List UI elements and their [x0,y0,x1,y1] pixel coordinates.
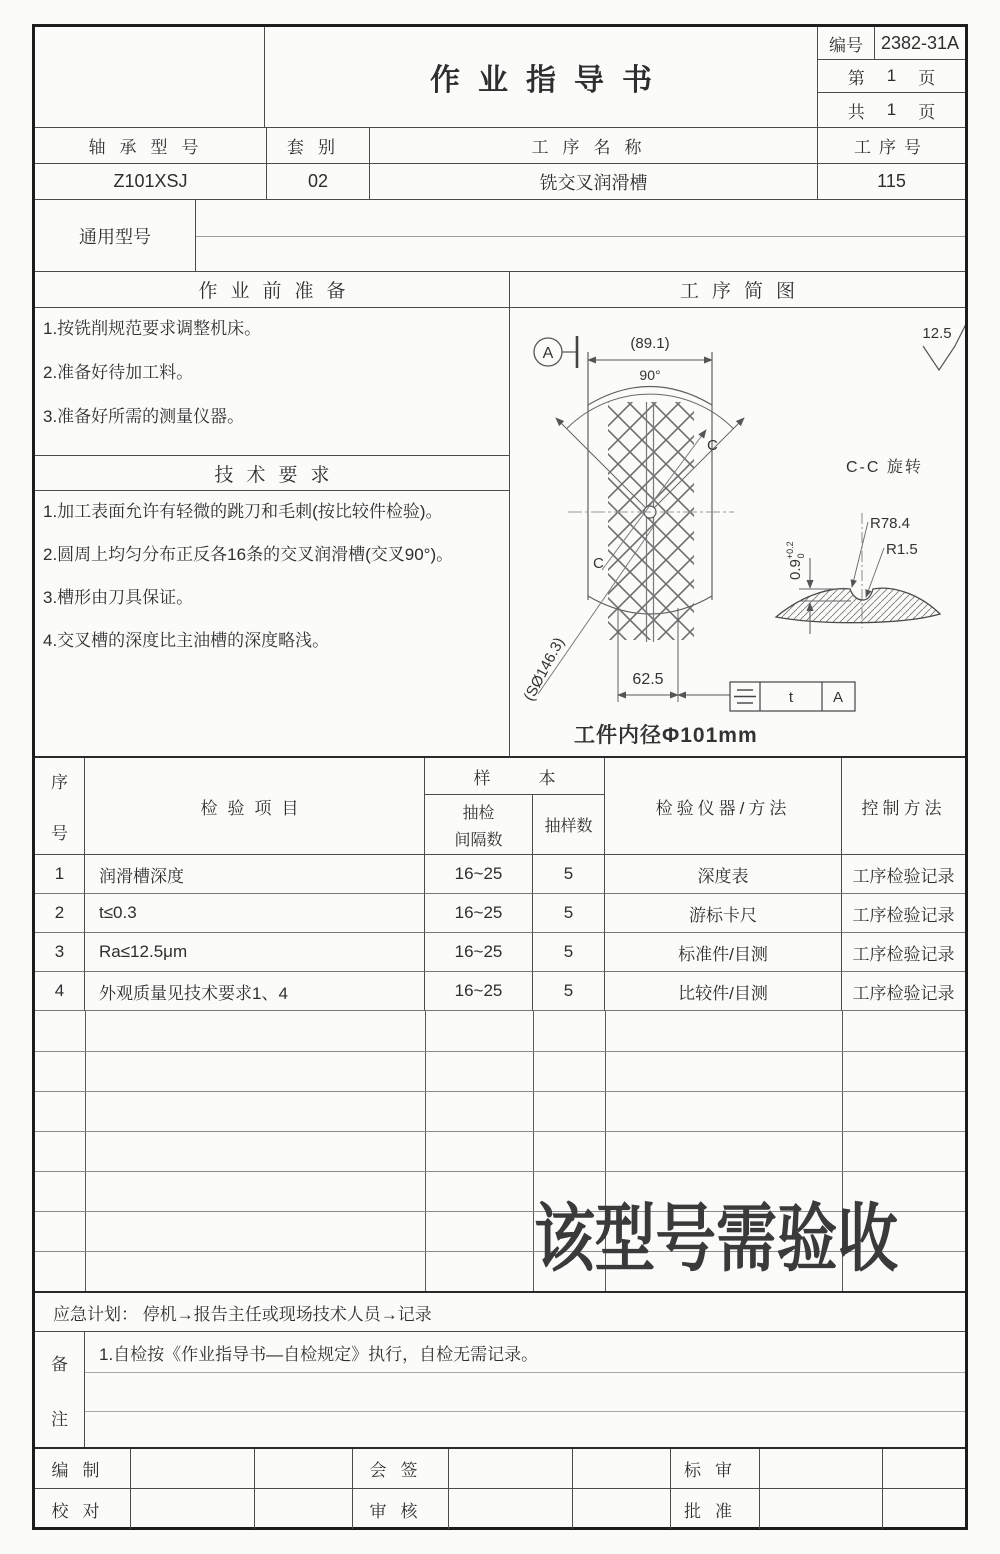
radius-main-label: R78.4 [870,515,911,532]
th-seq: 序 号 [35,758,85,855]
th-interval: 抽检 间隔数 [425,795,533,855]
process-no-label: 工序号 [818,128,965,164]
th-count: 抽样数 [533,795,605,855]
notes-line [85,1373,965,1412]
countersign-date [573,1449,671,1488]
approved-date [883,1489,965,1529]
row-interval: 16~25 [425,933,533,972]
tech-item: 4.交叉槽的深度比主油槽的深度略浅。 [43,631,330,650]
section-view-title: C-C 旋转 [846,459,923,476]
total-pages-cell [818,93,965,128]
code-value: 2382-31A [875,27,965,60]
prepared-date [255,1449,353,1488]
row-control: 工序检验记录 [842,894,965,933]
process-drawing [510,308,965,758]
checked-by-value [131,1489,255,1529]
th-item: 检验项目 [85,758,425,855]
depth-dim-label: $0.9^{+0.2}0$ [785,541,806,580]
tolerance-datum: A [832,689,844,706]
roughness-value: 12.5 [922,325,952,342]
row-control: 工序检验记录 [842,933,965,972]
row-item: t≤0.3 [85,894,425,933]
prep-title: 作业前准备 [35,272,510,308]
row-item: 外观质量见技术要求1、4 [85,972,425,1011]
sheet-number-cell [818,60,965,93]
datum-label: A [542,345,554,362]
set-value: 02 [267,164,370,200]
countersign-label: 会签 [353,1449,449,1488]
th-sample: 样本 [425,758,605,795]
signoff-table [35,1447,965,1527]
process-name-value: 铣交叉润滑槽 [370,164,818,200]
prepared-by-value [131,1449,255,1488]
radius-fillet-label: R1.5 [886,541,918,558]
table-line [425,1011,426,1291]
sheet-num: 1 [886,66,897,85]
total-unit: 页 [918,102,936,122]
row-count: 5 [533,933,605,972]
table-line [35,1051,965,1052]
row-seq: 4 [35,972,85,1011]
prep-item: 3.准备好所需的测量仪器。 [43,407,245,426]
bore-note: 工件内径Φ101mm [574,724,758,747]
section-profile [776,588,940,622]
approved-by-label: 批准 [671,1489,760,1529]
total-num: 1 [886,100,897,119]
row-instrument: 游标卡尺 [605,894,842,933]
process-name-label: 工序名称 [370,128,818,164]
row-interval: 16~25 [425,972,533,1011]
prep-items [35,308,510,455]
th-instrument: 检验仪器/方法 [605,758,842,855]
general-model-values [196,200,965,272]
diagram-title: 工序简图 [510,272,965,308]
row-count: 5 [533,894,605,933]
diagram-area [510,308,965,758]
prep-item: 1.按铣削规范要求调整机床。 [43,319,262,338]
sheet-unit: 页 [918,68,936,88]
row-interval: 16~25 [425,855,533,894]
sphere-dim-label: (SØ146.3) [520,634,569,704]
tech-item: 2.圆周上均匀分布正反各16条的交叉润滑槽(交叉90°)。 [43,545,454,564]
row-seq: 1 [35,855,85,894]
std-review-label: 标审 [671,1449,760,1488]
emergency-plan: 应急计划： 停机→报告主任或现场技术人员→记录 [35,1291,965,1332]
total-label: 共 [847,102,865,122]
header-empty-cell [35,27,265,128]
row-seq: 3 [35,933,85,972]
row-interval: 16~25 [425,894,533,933]
groove-lattice [608,402,694,640]
row-seq: 2 [35,894,85,933]
notes-label: 备 注 [35,1332,85,1447]
tech-item: 1.加工表面允许有轻微的跳刀和毛刺(按比较件检验)。 [43,502,443,521]
checked-date [255,1489,353,1529]
row-instrument: 比较件/目测 [605,972,842,1011]
tech-item: 3.槽形由刀具保证。 [43,588,194,607]
checked-by-label: 校对 [35,1489,131,1529]
notes-line: 1.自检按《作业指导书—自检规定》执行，自检无需记录。 [85,1332,965,1373]
notes-line [85,1412,965,1448]
reviewed-by-label: 审核 [353,1489,449,1529]
code-label: 编号 [818,27,875,60]
row-control: 工序检验记录 [842,972,965,1011]
process-no-value: 115 [818,164,965,200]
notes-content [85,1332,965,1447]
tech-title: 技术要求 [35,455,510,491]
countersign-value [449,1449,573,1488]
table-line [85,1011,86,1291]
angle-dim-label: 90° [639,367,661,383]
row-item: 润滑槽深度 [85,855,425,894]
bearing-model-label: 轴承型号 [35,128,267,164]
reviewed-by-value [449,1489,573,1529]
prepared-by-label: 编制 [35,1449,131,1488]
tech-items [35,491,510,758]
row-item: Ra≤12.5μm [85,933,425,972]
reviewed-date [573,1489,671,1529]
prep-item: 2.准备好待加工料。 [43,363,194,382]
general-model-label: 通用型号 [35,200,196,272]
section-mark-bottom: C [593,555,604,572]
row-count: 5 [533,972,605,1011]
table-line [35,1131,965,1132]
sheet-label: 第 [847,68,865,88]
table-line [35,1171,965,1172]
row-count: 5 [533,855,605,894]
row-instrument: 标准件/目测 [605,933,842,972]
std-review-date [883,1449,965,1488]
acceptance-stamp: 该型号需验收 [534,1199,899,1281]
doc-title: 作业指导书 [265,27,818,128]
set-label: 套别 [267,128,370,164]
bearing-model-value: Z101XSJ [35,164,267,200]
row-control: 工序检验记录 [842,855,965,894]
std-review-value [760,1449,883,1488]
table-line [35,1091,965,1092]
th-control: 控制方法 [842,758,965,855]
tolerance-value: t [788,689,794,706]
bore-dim-label: 62.5 [632,671,664,688]
section-mark-top: C [707,437,718,454]
row-instrument: 深度表 [605,855,842,894]
approved-by-value [760,1489,883,1529]
width-dim-label: (89.1) [630,335,670,352]
